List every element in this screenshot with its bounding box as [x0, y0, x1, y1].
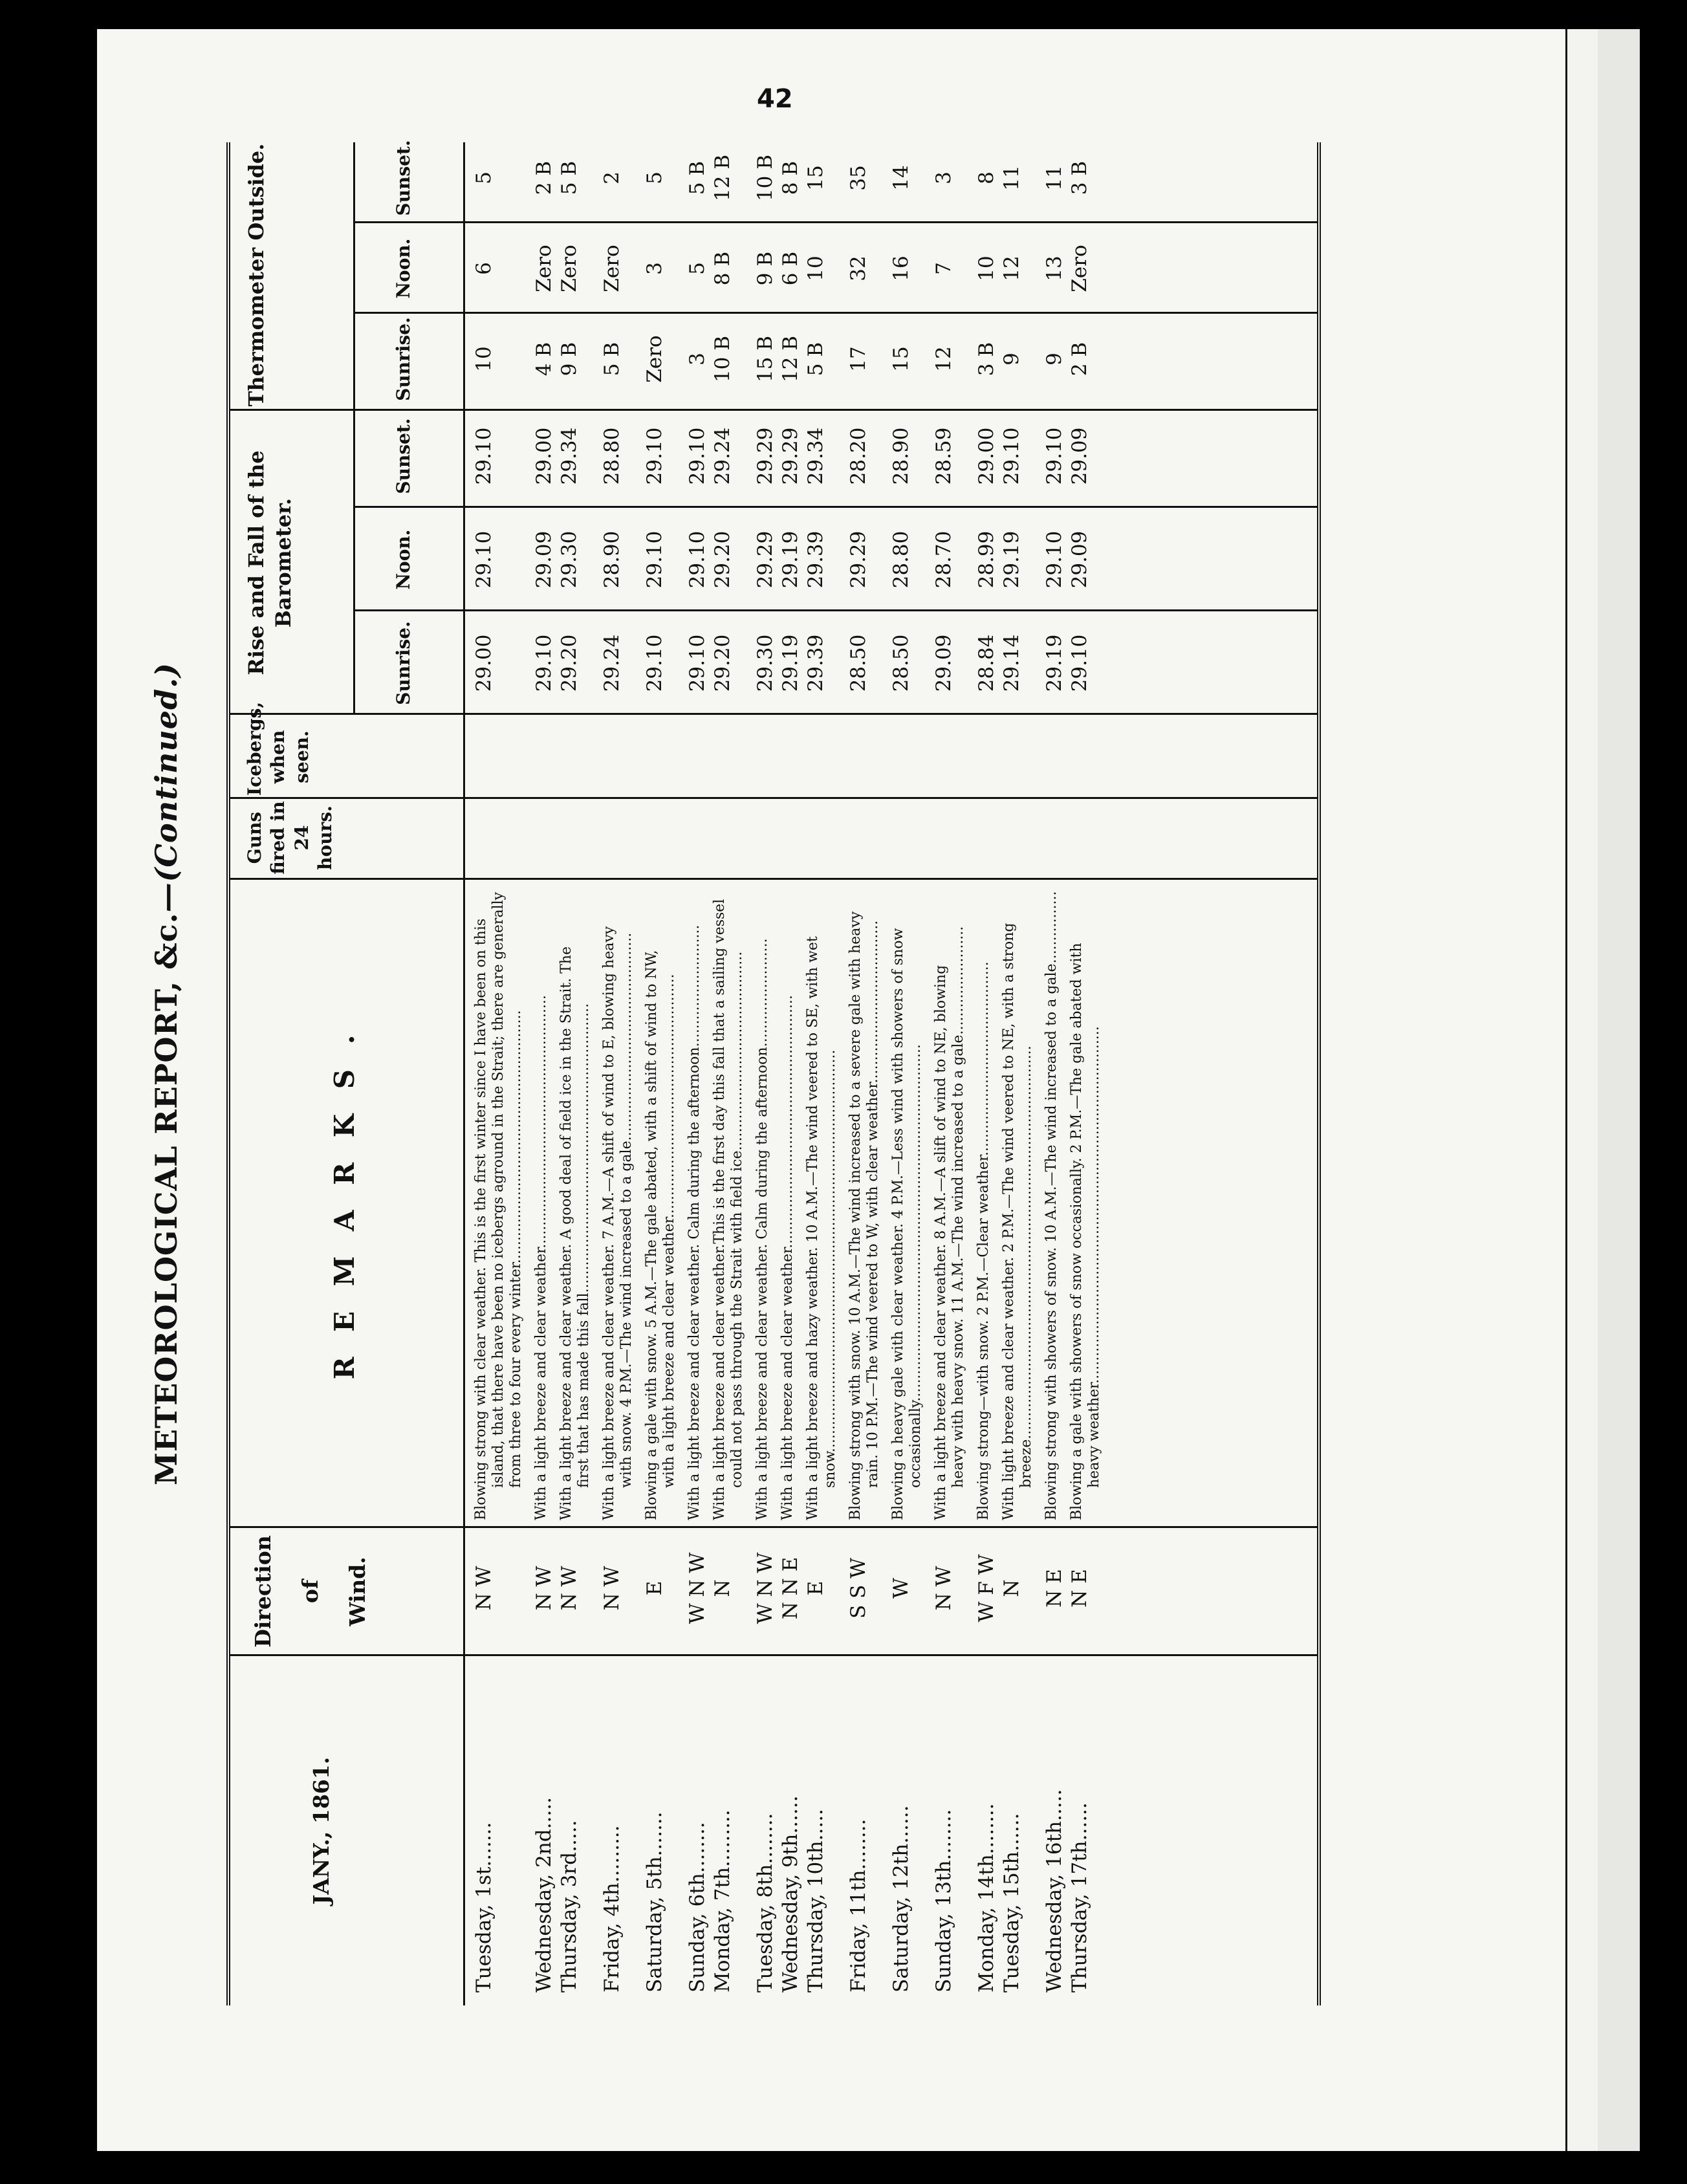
row-thermometer-sunrise: 9: [1043, 353, 1066, 366]
row-thermometer-sunrise: Zero: [643, 335, 666, 383]
remarks-line: island, that there have been no icebergs aground in the Strait; there are generally: [490, 891, 506, 1488]
page-gutter: [1565, 29, 1600, 2151]
row-barometer-sunset: 29.24: [711, 427, 734, 485]
header-direction-wind: Wind.: [344, 1556, 370, 1626]
row-direction: N W: [600, 1566, 624, 1611]
row-barometer-sunrise: 29.19: [1043, 634, 1066, 692]
remarks-line: With a light breeze and clear weather. Calm during the afternoon...........................: [686, 924, 702, 1520]
row-barometer-noon: 29.10: [472, 530, 495, 589]
row-thermometer-sunrise: 10: [472, 346, 495, 372]
row-thermometer-sunrise: 12 B: [779, 335, 802, 383]
row-barometer-sunset: 29.34: [558, 427, 581, 485]
remarks-line: Blowing strong with showers of snow. 10 A.M.—The wind increased to a gale................: [1043, 891, 1060, 1520]
row-remarks: [779, 718, 796, 1520]
row-remarks: [804, 718, 839, 1520]
row-date: Saturday, 5th.......: [643, 1811, 666, 1993]
row-barometer-sunset: 29.00: [975, 427, 998, 485]
header-thermometer-sunset: Sunset.: [393, 140, 414, 216]
row-remarks: [975, 718, 992, 1520]
row-thermometer-sunrise: 5 B: [804, 342, 827, 377]
row-thermometer-noon: 5: [686, 262, 709, 275]
row-thermometer-noon: 8 B: [711, 251, 734, 286]
row-thermometer-sunset: 8 B: [779, 160, 802, 195]
row-barometer-sunset: 29.10: [1000, 427, 1023, 485]
header-direction-label: Direction: [250, 1535, 276, 1648]
row-thermometer-sunset: 5 B: [686, 160, 709, 195]
row-barometer-sunset: 29.10: [472, 427, 495, 485]
remarks-line: With a light breeze and hazy weather. 10 A.M.—The wind veered to SE, with wet: [805, 936, 821, 1520]
row-barometer-sunrise: 29.20: [558, 634, 581, 692]
row-remarks: [1043, 718, 1060, 1520]
row-thermometer-noon: 13: [1043, 256, 1066, 281]
row-remarks: [754, 718, 771, 1520]
remarks-line: Blowing strong—with snow. 2 P.M.—Clear weather...........................................: [975, 961, 992, 1520]
row-barometer-noon: 29.19: [779, 530, 802, 589]
remarks-line: With a light breeze and clear weather........................................................: [533, 995, 549, 1520]
row-barometer-noon: 28.99: [975, 530, 998, 589]
remarks-line: Blowing a gale with showers of snow occasionally. 2 P.M.—The gale abated with: [1069, 943, 1085, 1520]
row-date: Thursday, 17th......: [1068, 1802, 1091, 1993]
row-barometer-sunset: 29.29: [779, 427, 802, 485]
row-thermometer-sunset: 15: [804, 165, 827, 191]
remarks-line: occasionally...............................................................................: [908, 1044, 924, 1488]
row-thermometer-sunset: 11: [1043, 165, 1066, 191]
row-direction: N: [1000, 1579, 1023, 1597]
row-barometer-noon: 28.80: [889, 530, 913, 589]
row-barometer-sunrise: 29.14: [1000, 634, 1023, 692]
row-direction: W: [889, 1578, 913, 1599]
header-date: JANY., 1861.: [309, 1756, 334, 1905]
remarks-line: heavy weather...............................................................................: [1086, 1026, 1102, 1488]
row-remarks: [558, 718, 593, 1520]
row-date: Tuesday, 15th......: [1000, 1813, 1023, 1993]
remarks-line: first that has made this fall................................................................: [576, 1003, 592, 1488]
remarks-line: With a light breeze and clear weather. 7 A.M.—A shift of wind to E, blowing heavy: [601, 926, 617, 1520]
row-thermometer-sunset: 8: [975, 171, 998, 184]
header-direction-of: of: [297, 1579, 323, 1604]
remarks-line: breeze.......................................................................................: [1018, 1045, 1034, 1488]
row-thermometer-sunset: 11: [1000, 165, 1023, 191]
remarks-line: heavy with heavy snow. 11 A.M.—The wind increased to a gale........................: [950, 926, 966, 1488]
report-title: [149, 142, 184, 2005]
row-barometer-noon: 29.39: [804, 530, 827, 589]
row-thermometer-sunrise: 4 B: [532, 342, 556, 377]
row-thermometer-noon: 12: [1000, 256, 1023, 281]
row-barometer-sunset: 28.20: [847, 427, 870, 485]
row-date: Friday, 11th........: [847, 1818, 870, 1993]
header-thermometer: Thermometer Outside.: [244, 143, 268, 407]
page-number: 42: [757, 84, 793, 114]
row-direction: S S W: [847, 1557, 870, 1619]
remarks-line: from three to four every winter........................................................: [508, 1010, 524, 1488]
row-thermometer-noon: Zero: [600, 245, 624, 292]
row-direction: N: [711, 1579, 734, 1597]
row-remarks: [889, 718, 924, 1520]
rule-subheader: [353, 142, 355, 715]
row-barometer-sunrise: 29.30: [754, 634, 777, 692]
row-thermometer-sunset: 3: [932, 171, 955, 184]
row-barometer-noon: 29.20: [711, 530, 734, 589]
header-thermometer-sunrise: Sunrise.: [393, 317, 414, 401]
row-direction: W N W: [686, 1552, 709, 1624]
row-direction: N W: [932, 1566, 955, 1611]
row-date: Wednesday, 9th......: [779, 1795, 802, 1993]
row-direction: E: [643, 1580, 666, 1596]
header-barometer-noon: Noon.: [393, 529, 414, 590]
row-direction: N W: [558, 1566, 581, 1611]
header-icebergs: Icebergs, when seen.: [244, 701, 312, 796]
remarks-line: With a light breeze and clear weather. 8 A.M.—A slift of wind to NE, blowing: [933, 965, 949, 1520]
row-remarks: [686, 718, 703, 1520]
rotated-report: [149, 142, 1326, 2005]
row-barometer-sunrise: 28.50: [847, 634, 870, 692]
remarks-line: With a light breeze and clear weather. A good deal of field ice in the Strait. The: [558, 946, 574, 1520]
row-barometer-noon: 28.70: [932, 530, 955, 589]
remarks-line: Blowing a gale with snow. 5 A.M.—The gale abated, with a shift of wind to NW,: [644, 950, 660, 1520]
row-barometer-noon: 29.29: [847, 530, 870, 589]
row-barometer-sunset: 29.10: [643, 427, 666, 485]
row-direction: W F W: [975, 1554, 998, 1622]
table-body: [472, 142, 1313, 2005]
row-thermometer-sunrise: 10 B: [711, 335, 734, 383]
row-thermometer-sunrise: 3: [686, 353, 709, 366]
row-thermometer-sunset: 3 B: [1068, 160, 1091, 195]
row-remarks: [711, 718, 746, 1520]
row-thermometer-sunrise: 12: [932, 346, 955, 372]
row-direction: N N E: [779, 1556, 802, 1620]
row-direction: N W: [472, 1566, 495, 1611]
row-barometer-sunrise: 29.19: [779, 634, 802, 692]
row-barometer-sunrise: 29.00: [472, 634, 495, 692]
row-direction: N E: [1043, 1569, 1066, 1608]
row-direction: E: [804, 1580, 827, 1596]
row-barometer-sunrise: 29.10: [643, 634, 666, 692]
row-thermometer-sunrise: 9 B: [558, 342, 581, 377]
row-thermometer-sunrise: 15 B: [754, 335, 777, 383]
row-thermometer-noon: 7: [932, 262, 955, 275]
row-thermometer-sunset: 35: [847, 165, 870, 191]
row-remarks: [472, 718, 525, 1520]
row-barometer-sunset: 28.59: [932, 427, 955, 485]
row-thermometer-sunset: 12 B: [711, 154, 734, 202]
row-thermometer-sunset: 5: [643, 171, 666, 184]
header-direction: [250, 1530, 483, 1653]
row-direction: N W: [532, 1566, 556, 1611]
row-remarks: [847, 718, 882, 1520]
row-thermometer-sunrise: 3 B: [975, 342, 998, 377]
row-remarks: [532, 718, 550, 1520]
row-date: Sunday, 6th........: [686, 1822, 709, 1993]
row-thermometer-sunrise: 9: [1000, 353, 1023, 366]
remarks-line: Blowing strong with clear weather. This is the first winter since I have been on this: [473, 918, 489, 1520]
header-barometer-sunrise: Sunrise.: [393, 621, 414, 705]
row-thermometer-sunset: 14: [889, 165, 913, 191]
remarks-line: Blowing strong with snow. 10 A.M.—The wind increased to a severe gale with heavy: [847, 911, 864, 1520]
row-date: Tuesday, 1st.......: [472, 1822, 495, 1993]
row-barometer-sunrise: 29.39: [804, 634, 827, 692]
row-thermometer-sunset: 10 B: [754, 154, 777, 202]
title-continued: —(Continued.): [149, 662, 184, 913]
row-date: Saturday, 12th......: [889, 1805, 913, 1993]
header-barometer: Rise and Fall of the Barometer.: [244, 450, 296, 675]
row-barometer-sunrise: 28.84: [975, 634, 998, 692]
remarks-line: With a light breeze and clear weather........................................................: [779, 995, 796, 1520]
row-thermometer-noon: 10: [975, 256, 998, 281]
row-remarks: [1000, 718, 1035, 1520]
row-thermometer-noon: 10: [804, 256, 827, 281]
row-thermometer-sunset: 2 B: [532, 160, 556, 195]
row-barometer-noon: 28.90: [600, 530, 624, 589]
remarks-line: With a light breeze and clear weather. Calm during the afternoon........................: [754, 938, 770, 1520]
row-remarks: [1068, 718, 1103, 1520]
remarks-line: snow.........................................................................................: [822, 1049, 838, 1488]
row-thermometer-sunrise: 5 B: [600, 342, 624, 377]
row-date: Monday, 14th........: [975, 1803, 998, 1993]
row-barometer-noon: 29.29: [754, 530, 777, 589]
row-barometer-sunrise: 29.09: [932, 634, 955, 692]
row-date: Friday, 4th.........: [600, 1825, 624, 1993]
row-barometer-sunrise: 29.10: [1068, 634, 1091, 692]
row-date: Thursday, 10th.....: [804, 1809, 827, 1993]
row-date: Tuesday, 8th........: [754, 1813, 777, 1993]
remarks-line: With a light breeze and clear weather.This is the first day this fall that a sailing vessel: [712, 899, 728, 1520]
row-barometer-sunrise: 29.20: [711, 634, 734, 692]
remarks-line: with a light breeze and clear weather......................................................: [661, 974, 677, 1488]
remarks-line: Blowing a heavy gale with clear weather. 4 P.M.—Less wind with showers of snow: [890, 928, 906, 1520]
facing-page-edge: [1598, 29, 1640, 2151]
row-barometer-sunrise: 28.50: [889, 634, 913, 692]
row-remarks: [932, 718, 967, 1520]
row-thermometer-sunset: 2: [600, 171, 624, 184]
row-thermometer-noon: 6: [472, 262, 495, 275]
header-guns: Guns fired in 24 hours.: [244, 801, 336, 875]
remarks-line: could not pass through the Strait with field ice............................................: [729, 951, 745, 1488]
row-thermometer-sunrise: 17: [847, 346, 870, 372]
row-barometer-noon: 29.10: [686, 530, 709, 589]
row-barometer-sunrise: 29.10: [686, 634, 709, 692]
row-barometer-noon: 29.19: [1000, 530, 1023, 589]
row-barometer-noon: 29.10: [1043, 530, 1066, 589]
row-thermometer-noon: Zero: [558, 245, 581, 292]
row-thermometer-noon: Zero: [532, 245, 556, 292]
row-remarks: [600, 718, 635, 1520]
row-date: Wednesday, 16th.....: [1043, 1789, 1066, 1993]
row-barometer-sunrise: 29.10: [532, 634, 556, 692]
row-barometer-sunrise: 29.24: [600, 634, 624, 692]
header-barometer-sunset: Sunset.: [393, 418, 414, 494]
row-barometer-noon: 29.10: [643, 530, 666, 589]
remarks-line: with snow. 4 P.M.—The wind increased to a gale..............................................: [618, 932, 635, 1488]
row-barometer-sunset: 29.00: [532, 427, 556, 485]
row-barometer-noon: 29.09: [1068, 530, 1091, 589]
title-main: METEOROLOGICAL REPORT, &c.: [149, 912, 184, 1485]
row-remarks: [643, 718, 678, 1520]
header-thermometer-noon: Noon.: [393, 238, 414, 299]
row-date: Monday, 7th.........: [711, 1809, 734, 1993]
row-thermometer-noon: Zero: [1068, 245, 1091, 292]
row-thermometer-sunrise: 15: [889, 346, 913, 372]
row-date: Wednesday, 2nd.....: [532, 1797, 556, 1993]
row-thermometer-noon: 6 B: [779, 251, 802, 286]
row-thermometer-noon: 9 B: [754, 251, 777, 286]
row-barometer-sunset: 28.90: [889, 427, 913, 485]
row-thermometer-sunset: 5 B: [558, 160, 581, 195]
remarks-line: rain. 10 P.M.—The wind veered to W, with clear weather....................................: [865, 920, 881, 1488]
row-thermometer-noon: 3: [643, 262, 666, 275]
row-thermometer-noon: 32: [847, 256, 870, 281]
row-barometer-sunset: 29.09: [1068, 427, 1091, 485]
row-barometer-sunset: 29.10: [686, 427, 709, 485]
row-barometer-sunset: 28.80: [600, 427, 624, 485]
row-barometer-noon: 29.09: [532, 530, 556, 589]
row-date: Thursday, 3rd.....: [558, 1820, 581, 1993]
row-direction: W N W: [754, 1552, 777, 1624]
header-remarks: R E M A R K S .: [329, 1027, 360, 1380]
row-thermometer-sunset: 5: [472, 171, 495, 184]
row-barometer-sunset: 29.10: [1043, 427, 1066, 485]
row-date: Sunday, 13th........: [932, 1809, 955, 1993]
row-thermometer-noon: 16: [889, 256, 913, 281]
row-barometer-sunset: 29.34: [804, 427, 827, 485]
row-direction: N E: [1068, 1569, 1091, 1608]
row-barometer-sunset: 29.29: [754, 427, 777, 485]
row-thermometer-sunrise: 2 B: [1068, 342, 1091, 377]
row-barometer-noon: 29.30: [558, 530, 581, 589]
remarks-line: With light breeze and clear weather. 2 P.M.—The wind veered to NE, with a strong: [1001, 923, 1017, 1520]
